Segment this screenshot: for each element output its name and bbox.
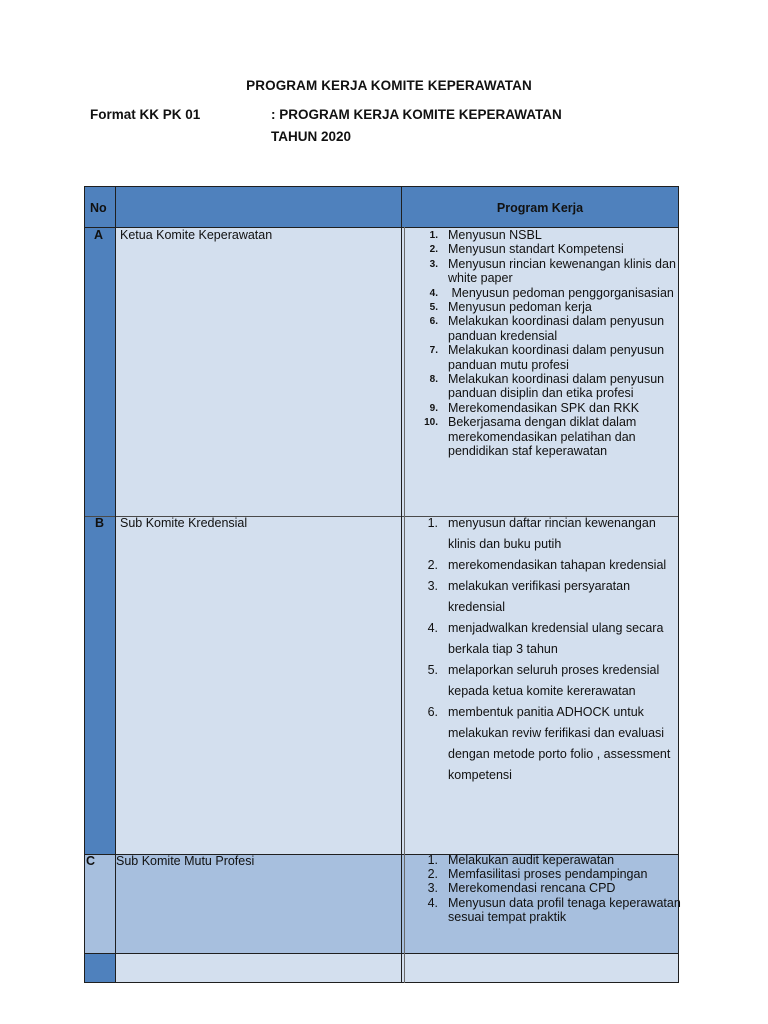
row-c-unit: Sub Komite Mutu Profesi	[116, 854, 255, 868]
list-item: 8. Melakukan koordinasi dalam penyusun panduan disiplin dan etika profesi	[405, 372, 681, 401]
list-number: 3.	[429, 258, 438, 270]
format-label: Format KK PK 01	[90, 107, 201, 122]
list-number: 8.	[429, 374, 438, 386]
list-item: 1. Melakukan audit keperawatan	[405, 853, 681, 867]
list-item: 3. melakukan verifikasi persyaratan kredensial	[405, 576, 681, 618]
empty-row-fill	[115, 953, 678, 982]
header-program-kerja: Program Kerja	[496, 201, 584, 215]
table-border	[84, 186, 85, 983]
list-number: 2.	[427, 867, 438, 882]
table-border	[84, 953, 679, 954]
list-item: 3. Merekomendasi rencana CPD	[405, 881, 681, 895]
list-number: 4.	[429, 287, 438, 299]
list-item: 7. Melakukan koordinasi dalam penyusun panduan mutu profesi	[405, 343, 681, 372]
list-item: 9. Merekomendasikan SPK dan RKK	[405, 401, 681, 415]
list-number: 6.	[429, 316, 438, 328]
row-b-no: B	[95, 516, 105, 530]
list-number: 3.	[427, 579, 438, 593]
table-border	[84, 982, 679, 983]
list-item: 3. Menyusun rincian kewenangan klinis dan white paper	[405, 257, 681, 286]
year-line: TAHUN 2020	[271, 129, 352, 144]
list-number: 1.	[427, 516, 438, 530]
row-b-unit: Sub Komite Kredensial	[120, 516, 248, 530]
list-item: 6. Melakukan koordinasi dalam penyusun panduan kredensial	[405, 314, 681, 343]
list-number: 7.	[429, 345, 438, 357]
row-a-unit: Ketua Komite Keperawatan	[120, 228, 273, 242]
list-number: 10.	[424, 417, 438, 429]
list-number: 1.	[427, 853, 438, 867]
row-c-no: C	[86, 854, 96, 868]
list-number: 9.	[429, 402, 438, 414]
list-item: 4. Menyusun data profil tenaga keperawatan sesuai tempat praktik	[405, 896, 681, 924]
list-number: 3.	[427, 881, 438, 896]
list-number: 5.	[427, 663, 438, 677]
list-item: 10. Bekerjasama dengan diklat dalam merekomendasikan pelatihan dan pendidikan staf keperawatan	[405, 415, 681, 458]
table-border	[84, 186, 679, 187]
header-no: No	[90, 201, 107, 215]
table-border	[401, 186, 402, 983]
list-number: 2.	[429, 244, 438, 256]
list-number: 4.	[427, 895, 438, 910]
no-column-fill	[84, 227, 115, 855]
document-title: PROGRAM KERJA KOMITE KEPERAWATAN	[246, 78, 532, 93]
list-number: 5.	[429, 302, 438, 314]
list-item: 2. Memfasilitasi proses pendampingan	[405, 867, 681, 881]
row-b-program-list	[405, 513, 681, 786]
empty-row-no-fill	[84, 953, 115, 982]
list-item: 4. menjadwalkan kredensial ulang secara berkala tiap 3 tahun	[405, 618, 681, 660]
list-number: 6.	[427, 705, 438, 719]
list-item: 1. menyusun daftar rincian kewenangan klinis dan buku putih	[405, 513, 681, 555]
row-c-program-list	[405, 853, 681, 924]
list-item: 5. Menyusun pedoman kerja	[405, 300, 681, 314]
list-item: 4. Menyusun pedoman penggorganisasian	[405, 286, 681, 300]
row-a-no: A	[94, 228, 104, 242]
format-value: : PROGRAM KERJA KOMITE KEPERAWATAN	[271, 107, 562, 122]
list-number: 4.	[427, 621, 438, 635]
list-item: 2. Menyusun standart Kompetensi	[405, 242, 681, 256]
list-number: 1.	[429, 230, 438, 241]
list-item: 1. Menyusun NSBL	[405, 228, 681, 242]
list-item: 2. merekomendasikan tahapan kredensial	[405, 555, 681, 576]
list-item: 6. membentuk panitia ADHOCK untuk melakukan reviw ferifikasi dan evaluasi dengan metode porto folio , assessment kompetensi	[405, 702, 681, 786]
list-item: 5. melaporkan seluruh proses kredensial kepada ketua komite kererawatan	[405, 660, 681, 702]
row-a-program-list	[405, 228, 681, 459]
list-number: 2.	[427, 558, 438, 572]
